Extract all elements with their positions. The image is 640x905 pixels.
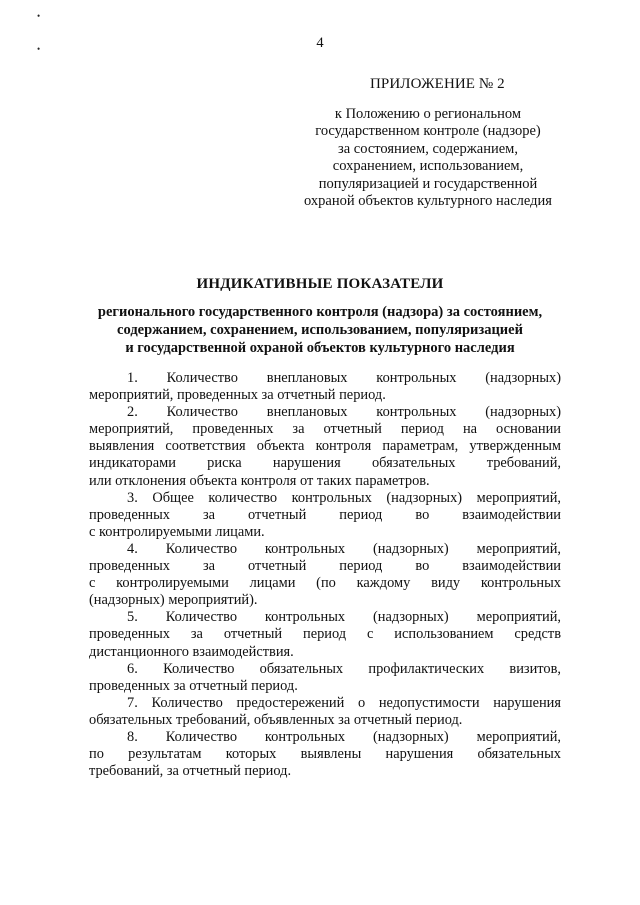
appendix-subtitle [296,106,560,210]
indicator-line: с контролируемыми лицами (по каждому виду контрольных [89,575,561,592]
appendix-subtitle-line: сохранением, использованием, [332,158,524,175]
indicator-line: 2. Количество внеплановых контрольных (надзорных) [127,404,561,421]
indicator-line: выявления соответствия объекта контроля параметрам, утвержденным [89,438,561,455]
appendix-subtitle-line: к Положению о региональном [334,106,522,122]
indicator-item [89,609,561,660]
indicator-line: проведенных за отчетный период. [89,677,298,694]
document-subtitle-line: и государственной охраной объектов культурного наследия [125,340,515,356]
indicator-line: индикаторами риска нарушения обязательных требований, [89,455,561,472]
document-subtitle-line: содержанием, сохранением, использованием, популяризацией [117,322,523,338]
document-subtitle-line: регионального государственного контроля (надзора) за состоянием, [97,304,543,320]
indicator-item [89,370,561,404]
appendix-title: ПРИЛОЖЕНИЕ № 2 [370,76,505,92]
indicator-line: 3. Общее количество контрольных (надзорных) мероприятий, [127,489,561,506]
document-title: ИНДИКАТИВНЫЕ ПОКАЗАТЕЛИ [196,276,444,292]
indicator-line: требований, за отчетный период. [89,763,292,780]
indicator-line: 8. Количество контрольных (надзорных) мероприятий, [127,728,561,745]
indicator-line: (надзорных) мероприятий). [89,592,258,609]
indicator-item [89,695,561,729]
indicator-line: по результатам которых выявлены нарушения обязательных [89,746,561,763]
indicator-item [89,729,561,780]
appendix-subtitle-line: охраной объектов культурного наследия [304,193,552,210]
indicator-line: проведенных за отчетный период во взаимодействии [89,506,561,523]
margin-mark: • [37,11,41,21]
indicator-item [89,661,561,695]
indicator-line: мероприятий, проведенных за отчетный период. [89,387,386,404]
indicator-line: мероприятий, проведенных за отчетный период на основании [89,421,561,438]
indicator-item [89,541,561,609]
indicator-item [89,404,561,489]
document-subtitle [70,303,570,357]
indicator-list [89,370,561,780]
appendix-subtitle-line: популяризацией и государственной [318,175,538,192]
indicator-line: 4. Количество контрольных (надзорных) мероприятий, [127,540,561,557]
margin-mark: • [37,44,41,54]
indicator-line: с контролируемыми лицами. [89,523,265,540]
indicator-line: 6. Количество обязательных профилактических визитов, [127,660,561,677]
indicator-line: обязательных требований, объявленных за отчетный период. [89,711,463,728]
indicator-item [89,490,561,541]
indicator-line: 1. Количество внеплановых контрольных (надзорных) [127,370,561,386]
indicator-line: 5. Количество контрольных (надзорных) мероприятий, [127,609,561,626]
appendix-subtitle-line: государственном контроле (надзоре) [315,123,541,140]
page-number: 4 [316,35,324,51]
indicator-line: дистанционного взаимодействия. [89,643,294,660]
indicator-line: 7. Количество предостережений о недопустимости нарушения [127,694,561,711]
indicator-line: проведенных за отчетный период во взаимодействии [89,558,561,575]
indicator-line: проведенных за отчетный период с использованием средств [89,626,561,643]
indicator-line: или отклонения объекта контроля от таких параметров. [89,472,430,489]
appendix-subtitle-line: за состоянием, содержанием, [338,140,518,157]
